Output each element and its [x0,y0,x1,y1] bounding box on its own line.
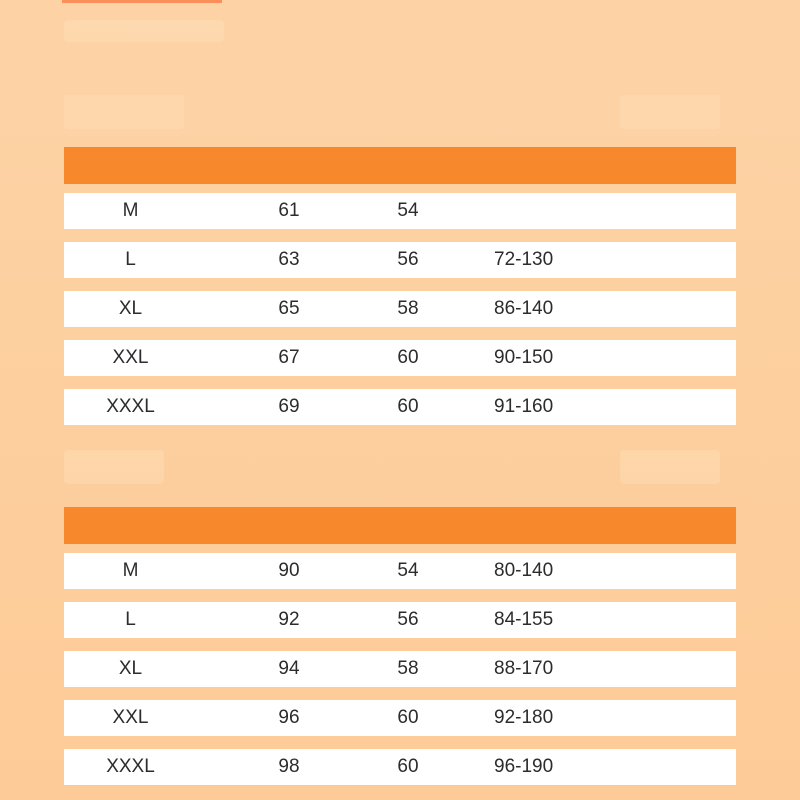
measure-b-cell: 56 [397,249,419,270]
table-header-bar [64,147,736,184]
measure-a-cell: 69 [278,396,300,417]
weight-range-cell: 88-170 [494,658,554,679]
faint-caption-band-2 [64,450,164,484]
table-row [64,291,736,327]
table-row [64,389,736,425]
size-cell: M [122,200,139,221]
size-cell: L [125,249,136,270]
faint-caption-band [64,95,184,129]
table-row [64,340,736,376]
weight-range-cell: 72-130 [494,249,554,270]
table-row [64,242,736,278]
measure-a-cell: 90 [278,560,300,581]
measure-a-cell: 61 [278,200,300,221]
measure-b-cell: 58 [397,658,419,679]
size-cell: M [122,560,139,581]
size-table-1 [64,147,736,438]
table-row [64,749,736,785]
measure-a-cell: 98 [278,756,300,777]
size-cell: XXXL [106,756,155,777]
measure-b-cell: 58 [397,298,419,319]
measure-b-cell: 56 [397,609,419,630]
measure-b-cell: 60 [397,707,419,728]
table-row [64,602,736,638]
weight-range-cell: 91-160 [494,396,554,417]
weight-range-cell [494,193,654,229]
top-accent-bar [62,0,222,3]
weight-range-cell: 80-140 [494,560,554,581]
faint-caption-band-right [620,95,720,129]
weight-range-cell: 86-140 [494,298,554,319]
faint-caption-band-2-right [620,450,720,484]
weight-range-cell: 92-180 [494,707,554,728]
table-header-bar [64,507,736,544]
size-table-2 [64,507,736,798]
weight-range-cell: 90-150 [494,347,554,368]
table-row [64,700,736,736]
measure-a-cell: 67 [278,347,300,368]
weight-range-cell: 84-155 [494,609,554,630]
measure-b-cell: 60 [397,756,419,777]
table-row [64,651,736,687]
measure-a-cell: 65 [278,298,300,319]
weight-range-cell: 96-190 [494,756,554,777]
measure-a-cell: 96 [278,707,300,728]
size-cell: XL [118,298,143,319]
measure-b-cell: 54 [397,560,419,581]
measure-b-cell: 60 [397,347,419,368]
measure-a-cell: 94 [278,658,300,679]
size-cell: XXL [112,347,149,368]
table-row [64,193,736,229]
measure-b-cell: 54 [397,200,419,221]
size-cell: XXL [112,707,149,728]
size-cell: L [125,609,136,630]
size-cell: XXXL [106,396,155,417]
size-cell: XL [118,658,143,679]
faint-title-band [64,20,224,42]
measure-a-cell: 63 [278,249,300,270]
measure-a-cell: 92 [278,609,300,630]
table-row [64,553,736,589]
measure-b-cell: 60 [397,396,419,417]
